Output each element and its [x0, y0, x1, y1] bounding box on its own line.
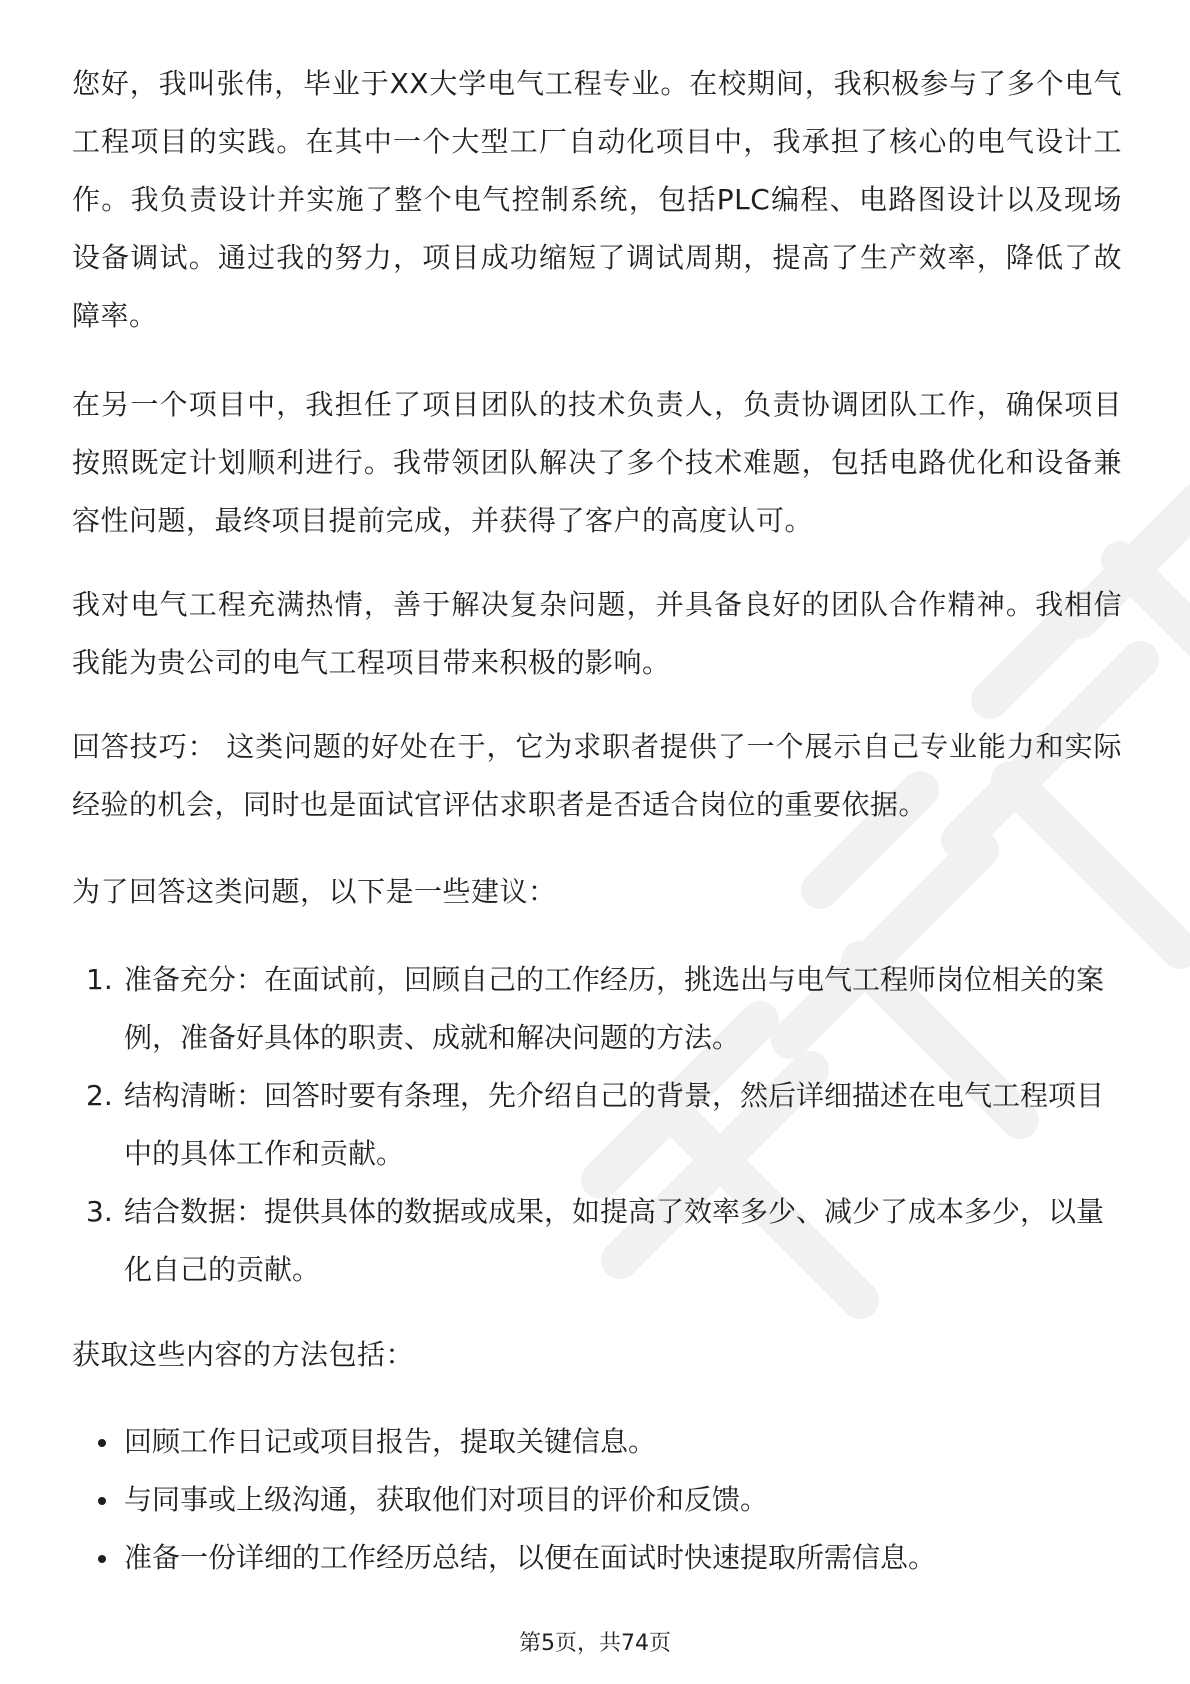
list-item — [72, 1413, 1122, 1471]
bullet-icon — [98, 1497, 106, 1505]
list-item — [72, 1471, 1122, 1529]
list-item — [72, 1067, 1122, 1183]
methods-intro: 获取这些内容的方法包括： — [72, 1338, 415, 1371]
list-item-text: 与同事或上级沟通，获取他们对项目的评价和反馈。 — [124, 1483, 769, 1516]
closing-paragraph: 我对电气工程充满热情，善于解决复杂问题，并具备良好的团队合作精神。我相信我能为贵公司的电气工程项目带来积极的影响。 — [72, 588, 1122, 679]
list-number: 3. — [86, 1195, 113, 1228]
list-number: 2. — [86, 1079, 113, 1112]
bullet-icon — [98, 1555, 106, 1563]
list-item-text: 结构清晰：回答时要有条理，先介绍自己的背景，然后详细描述在电气工程项目中的具体工作和贡献。 — [124, 1079, 1105, 1170]
leadership-paragraph: 在另一个项目中，我担任了项目团队的技术负责人，负责协调团队工作，确保项目按照既定计划顺利进行。我带领团队解决了多个技术难题，包括电路优化和设备兼容性问题，最终项目提前完成，并获得了客户的高度认可。 — [72, 388, 1122, 537]
bullet-icon — [98, 1439, 106, 1447]
page-footer: 第5页，共74页 — [519, 1631, 671, 1656]
list-item-text: 准备充分：在面试前，回顾自己的工作经历，挑选出与电气工程师岗位相关的案例，准备好具体的职责、成就和解决问题的方法。 — [124, 963, 1105, 1054]
suggestion-list — [72, 951, 1122, 1299]
list-item-text: 结合数据：提供具体的数据或成果，如提高了效率多少、减少了成本多少，以量化自己的贡献。 — [124, 1195, 1105, 1286]
answer-tip-paragraph: 回答技巧： 这类问题的好处在于，它为求职者提供了一个展示自己专业能力和实际经验的机会，同时也是面试官评估求职者是否适合岗位的重要依据。 — [72, 730, 1122, 821]
intro-paragraph: 您好，我叫张伟，毕业于XX大学电气工程专业。在校期间，我积极参与了多个电气工程项目的实践。在其中一个大型工厂自动化项目中，我承担了核心的电气设计工作。我负责设计并实施了整个电气控制系统，包括PLC编程、电路图设计以及现场设备调试。通过我的努力，项目成功缩短了调试周期，提高了生产效率，降低了故障率。 — [72, 67, 1122, 332]
list-item — [72, 951, 1122, 1067]
suggestion-intro: 为了回答这类问题，以下是一些建议： — [72, 875, 557, 908]
list-number: 1. — [86, 963, 113, 996]
methods-list — [72, 1413, 1122, 1587]
list-item — [72, 1529, 1122, 1587]
list-item — [72, 1183, 1122, 1299]
list-item-text: 准备一份详细的工作经历总结，以便在面试时快速提取所需信息。 — [124, 1541, 937, 1574]
list-item-text: 回顾工作日记或项目报告，提取关键信息。 — [124, 1425, 657, 1458]
